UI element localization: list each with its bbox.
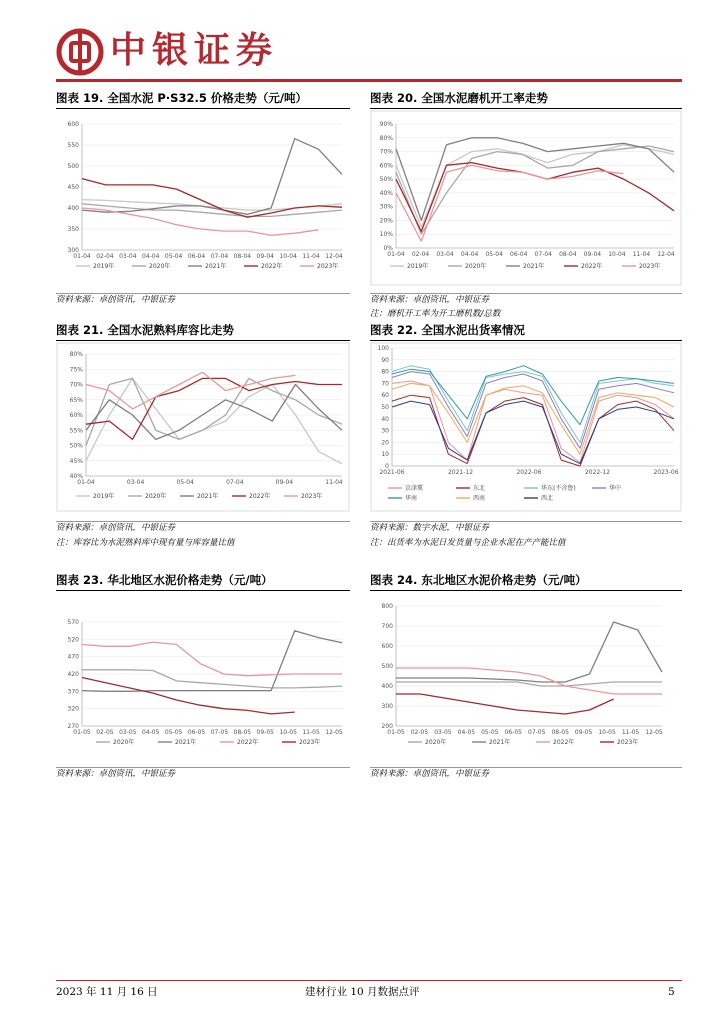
x-tick-label: 11-05	[621, 729, 640, 736]
series-line	[82, 204, 342, 217]
legend-label: 2020年	[425, 739, 447, 746]
y-tick-label: 65%	[69, 396, 83, 404]
x-tick-label: 09-04	[275, 479, 294, 486]
x-tick-label: 02-05	[410, 729, 429, 736]
figure-23-source: 资料来源：卓创资讯，中银证券	[56, 769, 176, 779]
x-tick-label: 06-05	[504, 729, 522, 736]
bank-logo-icon	[56, 28, 104, 76]
y-tick-label: 45%	[69, 457, 83, 465]
x-tick-label: 12-04	[657, 251, 675, 258]
series-line	[86, 372, 296, 409]
x-tick-label: 10-05	[598, 729, 616, 736]
y-tick-label: 90%	[379, 121, 393, 128]
legend-label: 华南	[405, 495, 418, 502]
legend-label: 2021年	[205, 263, 227, 270]
chart-mill-operating-rate	[370, 110, 682, 286]
x-tick-label: 05-05	[481, 729, 499, 736]
y-tick-label: 320	[67, 705, 79, 713]
y-tick-label: 420	[67, 671, 79, 678]
legend-label: 2022年	[261, 263, 283, 270]
chart-northeast-price	[370, 592, 682, 760]
y-tick-label: 20%	[379, 217, 393, 225]
legend-label: 2020年	[145, 493, 167, 500]
figure-21-source: 资料来源：卓创资讯，中银证券	[56, 523, 176, 533]
y-tick-label: 40%	[69, 473, 83, 480]
x-tick-label: 11-04	[632, 251, 651, 258]
x-tick-label: 12-05	[645, 729, 663, 736]
x-tick-label: 11-04	[302, 253, 320, 260]
chart-frame	[57, 343, 349, 511]
footer-date: 2023 年 11 月 16 日	[56, 986, 158, 998]
footer-report-title: 建材行业 10 月数据点评	[305, 986, 420, 998]
figure-20-note: 注：磨机开工率为开工磨机数/总数	[370, 309, 501, 319]
figure-24-title: 图表 24. 东北地区水泥价格走势（元/吨）	[370, 573, 587, 587]
x-tick-label: 05-04	[164, 253, 183, 260]
figure-24-source: 资料来源：卓创资讯，中银证券	[370, 769, 490, 779]
series-line	[82, 139, 342, 215]
x-tick-label: 2022-06	[516, 469, 542, 476]
y-tick-label: 350	[67, 226, 79, 233]
x-tick-label: 05-04	[176, 479, 194, 486]
figure-22-note: 注：出货率为水泥日发货量与企业水泥在产产能比值	[370, 538, 566, 548]
x-tick-label: 04-05	[142, 729, 160, 736]
y-tick-label: 0%	[383, 245, 393, 252]
divider	[56, 590, 350, 591]
series-line	[86, 378, 342, 445]
x-tick-label: 01-04	[73, 253, 91, 260]
brand-name: 中银证券	[110, 29, 279, 71]
x-tick-label: 10-04	[608, 251, 626, 258]
legend-label: 京津冀	[405, 485, 424, 492]
x-tick-label: 09-05	[256, 729, 274, 736]
x-tick-label: 09-04	[583, 251, 602, 258]
figure-22-source: 资料来源：数字水泥，中银证券	[370, 523, 490, 533]
x-tick-label: 10-04	[279, 253, 297, 260]
y-tick-label: 300	[67, 247, 79, 254]
figure-19-title: 图表 19. 全国水泥 P·S32.5 价格走势（元/吨）	[56, 91, 308, 105]
y-tick-label: 70%	[69, 381, 83, 389]
y-tick-label: 10%	[379, 231, 393, 239]
legend-label: 2022年	[249, 493, 271, 500]
y-tick-label: 70	[381, 380, 389, 388]
y-tick-label: 60	[381, 392, 389, 400]
x-tick-label: 12-04	[325, 253, 343, 260]
x-tick-label: 03-04	[436, 251, 454, 258]
y-tick-label: 80%	[379, 134, 393, 142]
x-tick-label: 04-04	[460, 251, 479, 258]
legend-label: 2021年	[197, 493, 219, 500]
figure-23-title: 图表 23. 华北地区水泥价格走势（元/吨）	[56, 573, 273, 587]
series-line	[82, 670, 342, 688]
legend-label: 西北	[541, 495, 554, 502]
x-tick-label: 2022-12	[584, 469, 611, 476]
y-tick-label: 520	[67, 636, 79, 644]
figure-20-source: 资料来源：卓创资讯，中银证券	[370, 295, 490, 305]
y-tick-label: 370	[67, 688, 79, 696]
footer-page-number: 5	[668, 986, 675, 998]
divider	[56, 108, 350, 109]
legend-label: 2023年	[301, 493, 323, 500]
y-tick-label: 50	[381, 404, 389, 411]
x-tick-label: 04-05	[457, 729, 476, 736]
figure-21-note: 注：库容比为水泥熟料库中现有量与库容量比值	[56, 538, 235, 548]
y-tick-label: 500	[381, 663, 393, 670]
x-tick-label: 03-05	[434, 729, 452, 736]
legend-label: 华中	[609, 485, 622, 492]
x-tick-label: 03-05	[119, 729, 137, 736]
y-tick-label: 550	[67, 142, 79, 149]
y-tick-label: 20	[381, 439, 389, 447]
x-tick-label: 2023-06	[653, 469, 679, 476]
series-line	[86, 385, 342, 440]
legend-label: 2020年	[113, 739, 135, 746]
series-line	[396, 145, 674, 228]
legend-label: 2023年	[639, 263, 661, 270]
y-tick-label: 0	[385, 463, 389, 470]
y-tick-label: 100	[377, 345, 389, 352]
x-tick-label: 01-05	[387, 729, 405, 736]
x-tick-label: 06-05	[187, 729, 206, 736]
chart-cement-shipment-rate	[370, 342, 682, 512]
y-tick-label: 40	[381, 415, 389, 423]
x-tick-label: 11-05	[302, 729, 320, 736]
y-tick-label: 400	[381, 683, 393, 690]
y-tick-label: 270	[67, 723, 79, 730]
series-line	[82, 642, 342, 676]
divider	[370, 590, 682, 591]
y-tick-label: 600	[381, 643, 393, 650]
series-line	[86, 378, 342, 463]
series-line	[82, 631, 342, 692]
figure-22-title: 图表 22. 全国水泥出货率情况	[370, 323, 525, 337]
x-tick-label: 12-05	[325, 729, 343, 736]
chart-clinker-inventory-ratio	[56, 342, 350, 512]
y-tick-label: 50%	[379, 176, 393, 184]
x-tick-label: 04-04	[142, 253, 160, 260]
divider	[370, 340, 682, 341]
y-tick-label: 60%	[379, 162, 393, 170]
x-tick-label: 01-05	[73, 729, 91, 736]
x-tick-label: 07-05	[210, 729, 229, 736]
x-tick-label: 07-05	[528, 729, 546, 736]
legend-label: 2020年	[149, 263, 171, 270]
legend-label: 2022年	[237, 739, 259, 746]
footer-rule	[56, 980, 682, 981]
legend-label: 2021年	[175, 739, 197, 746]
x-tick-label: 08-05	[233, 729, 252, 736]
legend-label: 2023年	[317, 263, 339, 270]
figure-21-title: 图表 21. 全国水泥熟料库容比走势	[56, 323, 234, 337]
series-line	[396, 694, 614, 714]
legend-label: 2019年	[407, 263, 429, 270]
x-tick-label: 02-04	[411, 251, 430, 258]
x-tick-label: 08-04	[233, 253, 252, 260]
y-tick-label: 200	[381, 723, 393, 730]
legend-label: 2021年	[489, 739, 511, 746]
legend-label: 2023年	[617, 739, 639, 746]
x-tick-label: 05-04	[485, 251, 503, 258]
x-tick-label: 06-04	[187, 253, 206, 260]
x-tick-label: 03-04	[126, 479, 145, 486]
y-tick-label: 570	[67, 619, 79, 626]
y-tick-label: 80	[381, 368, 389, 376]
y-tick-label: 40%	[379, 189, 393, 197]
divider	[370, 108, 682, 109]
y-tick-label: 30%	[379, 203, 393, 211]
legend-label: 2020年	[465, 263, 487, 270]
x-tick-label: 09-05	[574, 729, 593, 736]
y-tick-label: 70%	[379, 148, 393, 156]
legend-label: 2019年	[93, 263, 115, 270]
x-tick-label: 08-05	[551, 729, 569, 736]
chart-national-cement-price	[56, 110, 350, 286]
x-tick-label: 07-04	[226, 479, 244, 486]
x-tick-label: 01-04	[77, 479, 95, 486]
legend-label: 华东(不含鲁)	[541, 485, 576, 492]
y-tick-label: 300	[381, 703, 393, 710]
y-tick-label: 700	[381, 623, 393, 630]
chart-north-china-price	[56, 592, 350, 760]
y-tick-label: 470	[67, 653, 79, 661]
legend-label: 2021年	[523, 263, 545, 270]
header-rule	[56, 79, 682, 82]
x-tick-label: 05-05	[164, 729, 183, 736]
chart-frame	[371, 111, 681, 285]
y-tick-label: 400	[67, 205, 79, 212]
x-tick-label: 01-04	[387, 251, 405, 258]
series-line	[396, 682, 662, 686]
figure-19-source: 资料来源：卓创资讯，中银证券	[56, 295, 176, 305]
x-tick-label: 10-05	[279, 729, 297, 736]
x-tick-label: 2021-12	[447, 469, 474, 476]
x-tick-label: 06-04	[510, 251, 528, 258]
x-tick-label: 02-04	[96, 253, 114, 260]
y-tick-label: 90	[381, 356, 389, 364]
y-tick-label: 50%	[69, 442, 83, 450]
y-tick-label: 800	[381, 603, 393, 610]
x-tick-label: 11-04	[325, 479, 343, 486]
y-tick-label: 75%	[69, 366, 83, 374]
series-line	[392, 372, 674, 449]
x-tick-label: 08-04	[559, 251, 577, 258]
y-tick-label: 600	[67, 121, 79, 128]
series-line	[396, 622, 662, 682]
legend-label: 2022年	[553, 739, 575, 746]
y-tick-label: 60%	[69, 412, 83, 419]
x-tick-label: 07-04	[534, 251, 552, 258]
legend-label: 2023年	[299, 739, 321, 746]
y-tick-label: 500	[67, 163, 79, 170]
x-tick-label: 02-05	[96, 729, 114, 736]
y-tick-label: 55%	[69, 427, 83, 435]
y-tick-label: 450	[67, 184, 79, 191]
series-line	[396, 165, 624, 241]
legend-label: 西南	[473, 495, 486, 502]
legend-label: 2022年	[581, 263, 603, 270]
x-tick-label: 09-04	[256, 253, 274, 260]
legend-label: 东北	[473, 485, 486, 492]
y-tick-label: 30	[381, 427, 389, 435]
legend-label: 2019年	[93, 493, 115, 500]
y-tick-label: 10	[381, 451, 389, 459]
divider	[56, 340, 350, 341]
x-tick-label: 03-04	[119, 253, 137, 260]
x-tick-label: 2021-06	[379, 469, 405, 476]
x-tick-label: 07-04	[210, 253, 229, 260]
y-tick-label: 80%	[69, 351, 83, 358]
figure-20-title: 图表 20. 全国水泥磨机开工率走势	[370, 91, 548, 105]
